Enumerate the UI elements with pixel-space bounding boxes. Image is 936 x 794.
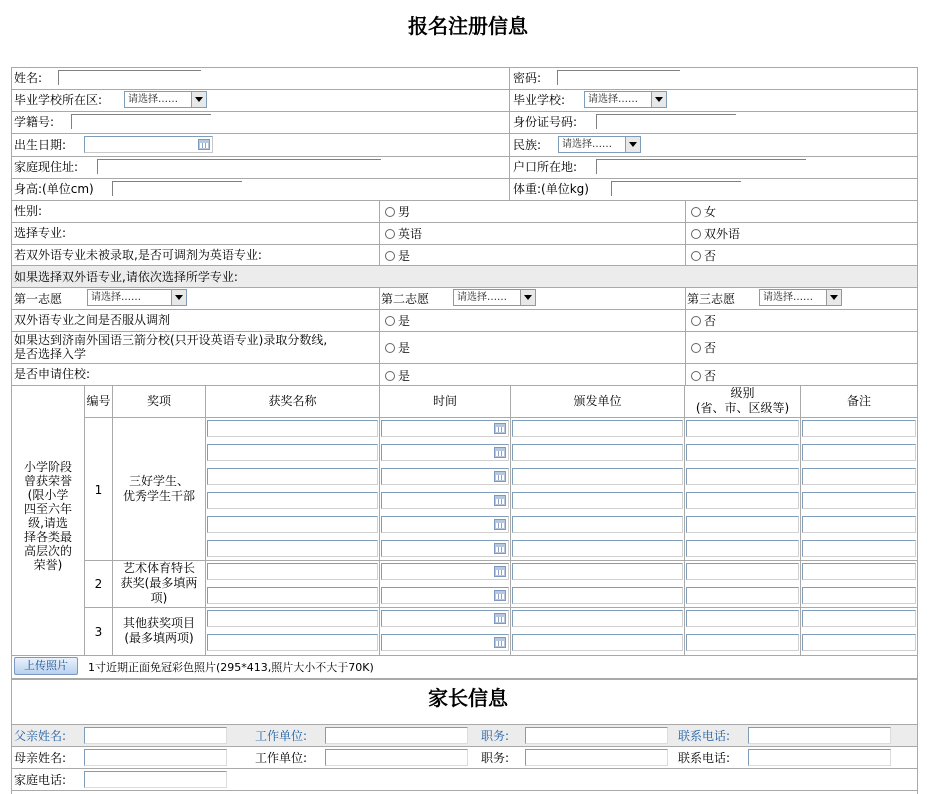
award-remark-input[interactable] <box>802 610 916 627</box>
page-title: 报名注册信息 <box>408 14 528 38</box>
weight-input[interactable] <box>611 181 741 196</box>
award-remark-input[interactable] <box>802 587 916 604</box>
award-level-input[interactable] <box>686 420 799 437</box>
district-select[interactable]: 请选择…… <box>124 91 207 108</box>
height-input[interactable] <box>112 181 242 196</box>
father-duty-input[interactable] <box>525 727 668 744</box>
calendar-icon[interactable] <box>494 447 506 458</box>
award-level-input[interactable] <box>686 563 799 580</box>
major-dual-radio[interactable] <box>691 229 701 239</box>
weight-label: 体重:(单位kg) <box>513 182 589 196</box>
boarding-label: 是否申请住校: <box>14 367 91 381</box>
row-line <box>11 746 918 747</box>
row-line <box>11 287 918 288</box>
award-issuer-input[interactable] <box>512 468 683 485</box>
award-time-input[interactable] <box>381 610 509 627</box>
second-choice-label: 第二志愿 <box>381 292 430 306</box>
boarding-no-label: 否 <box>704 369 717 383</box>
award-name-input[interactable] <box>207 516 378 533</box>
chevron-down-icon <box>651 92 666 107</box>
major-dual-label: 双外语 <box>704 227 741 241</box>
group-1-no: 1 <box>94 483 103 497</box>
header-level-line1: 级别 <box>730 386 755 400</box>
col-line <box>800 385 801 655</box>
award-time-input[interactable] <box>381 634 509 651</box>
third-choice-label: 第三志愿 <box>687 292 736 306</box>
mother-duty-input[interactable] <box>525 749 668 766</box>
col-line <box>684 385 685 655</box>
branch-label-line2: 是否选择入学 <box>14 347 87 361</box>
calendar-icon[interactable] <box>494 519 506 530</box>
header-time: 时间 <box>432 394 457 408</box>
col-line <box>685 200 686 266</box>
chevron-down-icon <box>520 290 535 305</box>
award-time-input[interactable] <box>381 516 509 533</box>
header-item: 奖项 <box>146 394 171 408</box>
gender-male-radio[interactable] <box>385 207 395 217</box>
award-name-input[interactable] <box>207 634 378 651</box>
second-choice-select[interactable]: 请选择…… <box>453 289 536 306</box>
header-issuer: 颁发单位 <box>573 394 622 408</box>
ethnic-label: 民族: <box>513 138 542 152</box>
award-issuer-input[interactable] <box>512 610 683 627</box>
award-issuer-input[interactable] <box>512 587 683 604</box>
award-level-input[interactable] <box>686 444 799 461</box>
award-name-input[interactable] <box>207 468 378 485</box>
award-level-input[interactable] <box>686 468 799 485</box>
row-line <box>84 560 918 561</box>
name-input[interactable] <box>58 70 201 85</box>
student-no-input[interactable] <box>71 114 211 129</box>
row-line <box>11 111 918 112</box>
col-line <box>84 385 85 655</box>
row-line <box>11 200 918 201</box>
award-remark-input[interactable] <box>802 540 916 557</box>
group-1-item: 三好学生、 优秀学生干部 <box>122 474 195 503</box>
award-level-input[interactable] <box>686 634 799 651</box>
gender-female-label: 女 <box>704 205 717 219</box>
chevron-down-icon <box>826 290 841 305</box>
row-line <box>84 417 918 418</box>
col-line <box>112 385 113 655</box>
award-remark-input[interactable] <box>802 492 916 509</box>
first-choice-select[interactable]: 请选择…… <box>87 289 187 306</box>
calendar-icon[interactable] <box>494 495 506 506</box>
award-time-input[interactable] <box>381 563 509 580</box>
obey-no-label: 否 <box>704 314 717 328</box>
row-line <box>11 363 918 364</box>
row-line <box>11 309 918 310</box>
award-name-input[interactable] <box>207 610 378 627</box>
hukou-label: 户口所在地: <box>513 160 578 174</box>
award-level-input[interactable] <box>686 610 799 627</box>
award-level-input[interactable] <box>686 492 799 509</box>
award-issuer-input[interactable] <box>512 563 683 580</box>
third-choice-select[interactable]: 请选择…… <box>759 289 842 306</box>
award-remark-input[interactable] <box>802 468 916 485</box>
calendar-icon[interactable] <box>494 637 506 648</box>
mother-work-input[interactable] <box>325 749 468 766</box>
col-line <box>379 200 380 266</box>
home-phone-input[interactable] <box>84 771 227 788</box>
chevron-down-icon <box>625 137 640 152</box>
adjust-yes-label: 是 <box>398 249 411 263</box>
ethnic-select[interactable]: 请选择…… <box>558 136 641 153</box>
award-time-input[interactable] <box>381 587 509 604</box>
choice-header: 如果选择双外语专业,请依次选择所学专业: <box>14 270 238 284</box>
calendar-icon[interactable] <box>494 590 506 601</box>
upload-photo-button[interactable]: 上传照片 <box>14 657 78 675</box>
header-level-line2: (省、市、区级等) <box>695 401 790 415</box>
branch-yes-label: 是 <box>398 341 411 355</box>
school-select[interactable]: 请选择…… <box>584 91 667 108</box>
award-issuer-input[interactable] <box>512 420 683 437</box>
father-work-input[interactable] <box>325 727 468 744</box>
photo-note: 1寸近期正面免冠彩色照片(295*413,照片大小不大于70K) <box>88 661 374 674</box>
calendar-icon[interactable] <box>494 423 506 434</box>
col-line <box>685 287 686 385</box>
award-level-input[interactable] <box>686 516 799 533</box>
school-label: 毕业学校: <box>513 93 566 107</box>
calendar-icon[interactable] <box>198 139 210 150</box>
adjust-no-label: 否 <box>704 249 717 263</box>
row-line <box>11 178 918 179</box>
award-remark-input[interactable] <box>802 563 916 580</box>
obey-label: 双外语专业之间是否服从调剂 <box>14 313 171 327</box>
awards-side-label: 小学阶段 曾获荣誉 (限小学 四至六年 级,请选 择各类最 高层次的 荣誉) <box>23 460 72 572</box>
boarding-yes-radio[interactable] <box>385 371 395 381</box>
header-no: 编号 <box>86 394 111 408</box>
father-phone-label: 联系电话: <box>678 729 731 743</box>
adjust-no-radio[interactable] <box>691 251 701 261</box>
col-line <box>510 385 511 655</box>
father-name-label: 父亲姓名: <box>14 729 67 743</box>
row-line <box>11 331 918 332</box>
student-no-label: 学籍号: <box>14 115 55 129</box>
adjust-yes-radio[interactable] <box>385 251 395 261</box>
award-name-input[interactable] <box>207 444 378 461</box>
first-choice-label: 第一志愿 <box>14 292 63 306</box>
mother-name-input[interactable] <box>84 749 227 766</box>
col-line <box>509 67 510 200</box>
award-remark-input[interactable] <box>802 420 916 437</box>
header-name: 获奖名称 <box>268 394 317 408</box>
address-label: 家庭现住址: <box>14 160 79 174</box>
col-line <box>205 385 206 655</box>
row-line <box>11 768 918 769</box>
award-issuer-input[interactable] <box>512 516 683 533</box>
row-line <box>11 790 918 791</box>
father-work-label: 工作单位: <box>255 729 308 743</box>
row-line <box>84 607 918 608</box>
parent-section-title: 家长信息 <box>428 686 508 710</box>
award-time-input[interactable] <box>381 468 509 485</box>
award-issuer-input[interactable] <box>512 540 683 557</box>
height-label: 身高:(单位cm) <box>14 182 94 196</box>
branch-no-radio[interactable] <box>691 343 701 353</box>
mother-phone-label: 联系电话: <box>678 751 731 765</box>
major-english-label: 英语 <box>398 227 423 241</box>
award-name-input[interactable] <box>207 587 378 604</box>
branch-no-label: 否 <box>704 341 717 355</box>
row-line <box>11 222 918 223</box>
gender-label: 性别: <box>14 204 43 218</box>
obey-yes-radio[interactable] <box>385 316 395 326</box>
father-duty-label: 职务: <box>481 729 510 743</box>
obey-no-radio[interactable] <box>691 316 701 326</box>
father-name-input[interactable] <box>84 727 227 744</box>
chevron-down-icon <box>171 290 186 305</box>
award-level-input[interactable] <box>686 587 799 604</box>
district-label: 毕业学校所在区: <box>14 93 103 107</box>
award-name-input[interactable] <box>207 492 378 509</box>
award-time-input[interactable] <box>381 492 509 509</box>
password-label: 密码: <box>513 71 542 85</box>
award-name-input[interactable] <box>207 540 378 557</box>
calendar-icon[interactable] <box>494 566 506 577</box>
group-3-no: 3 <box>94 625 103 639</box>
mother-duty-label: 职务: <box>481 751 510 765</box>
mother-work-label: 工作单位: <box>255 751 308 765</box>
row-line <box>11 156 918 157</box>
major-english-radio[interactable] <box>385 229 395 239</box>
award-time-input[interactable] <box>381 540 509 557</box>
name-label: 姓名: <box>14 71 43 85</box>
boarding-yes-label: 是 <box>398 369 411 383</box>
obey-yes-label: 是 <box>398 314 411 328</box>
birth-date-label: 出生日期: <box>14 138 67 152</box>
col-line <box>379 385 380 655</box>
password-input[interactable] <box>557 70 680 85</box>
award-time-input[interactable] <box>381 420 509 437</box>
mother-phone-input[interactable] <box>748 749 891 766</box>
adjust-label: 若双外语专业未被录取,是否可调剂为英语专业: <box>14 248 262 262</box>
calendar-icon[interactable] <box>494 613 506 624</box>
birth-date-input[interactable] <box>84 136 213 153</box>
award-time-input[interactable] <box>381 444 509 461</box>
award-issuer-input[interactable] <box>512 444 683 461</box>
award-remark-input[interactable] <box>802 516 916 533</box>
calendar-icon[interactable] <box>494 543 506 554</box>
chevron-down-icon <box>191 92 206 107</box>
award-remark-input[interactable] <box>802 444 916 461</box>
home-phone-label: 家庭电话: <box>14 773 67 787</box>
mother-name-label: 母亲姓名: <box>14 751 67 765</box>
award-issuer-input[interactable] <box>512 634 683 651</box>
branch-yes-radio[interactable] <box>385 343 395 353</box>
boarding-no-radio[interactable] <box>691 371 701 381</box>
row-line <box>11 89 918 90</box>
award-level-input[interactable] <box>686 540 799 557</box>
award-name-input[interactable] <box>207 563 378 580</box>
id-number-label: 身份证号码: <box>513 115 578 129</box>
group-2-no: 2 <box>94 577 103 591</box>
gender-male-label: 男 <box>398 205 411 219</box>
row-line <box>11 655 918 656</box>
award-name-input[interactable] <box>207 420 378 437</box>
gender-female-radio[interactable] <box>691 207 701 217</box>
award-remark-input[interactable] <box>802 634 916 651</box>
row-line <box>11 678 918 680</box>
group-3-item: 其他获奖项目 (最多填两项) <box>122 616 195 645</box>
row-line <box>11 133 918 134</box>
group-2-item: 艺术体育特长 获奖(最多填两 项) <box>120 561 198 605</box>
col-line <box>379 287 380 385</box>
calendar-icon[interactable] <box>494 471 506 482</box>
father-phone-input[interactable] <box>748 727 891 744</box>
id-number-input[interactable] <box>596 114 736 129</box>
header-remark: 备注 <box>846 394 871 408</box>
address-input[interactable] <box>97 159 381 174</box>
table-border-top <box>11 67 918 68</box>
hukou-input[interactable] <box>596 159 806 174</box>
major-label: 选择专业: <box>14 226 67 240</box>
row-line <box>11 244 918 245</box>
branch-label-line1: 如果达到济南外国语三箭分校(只开设英语专业)录取分数线, <box>14 333 328 347</box>
award-issuer-input[interactable] <box>512 492 683 509</box>
